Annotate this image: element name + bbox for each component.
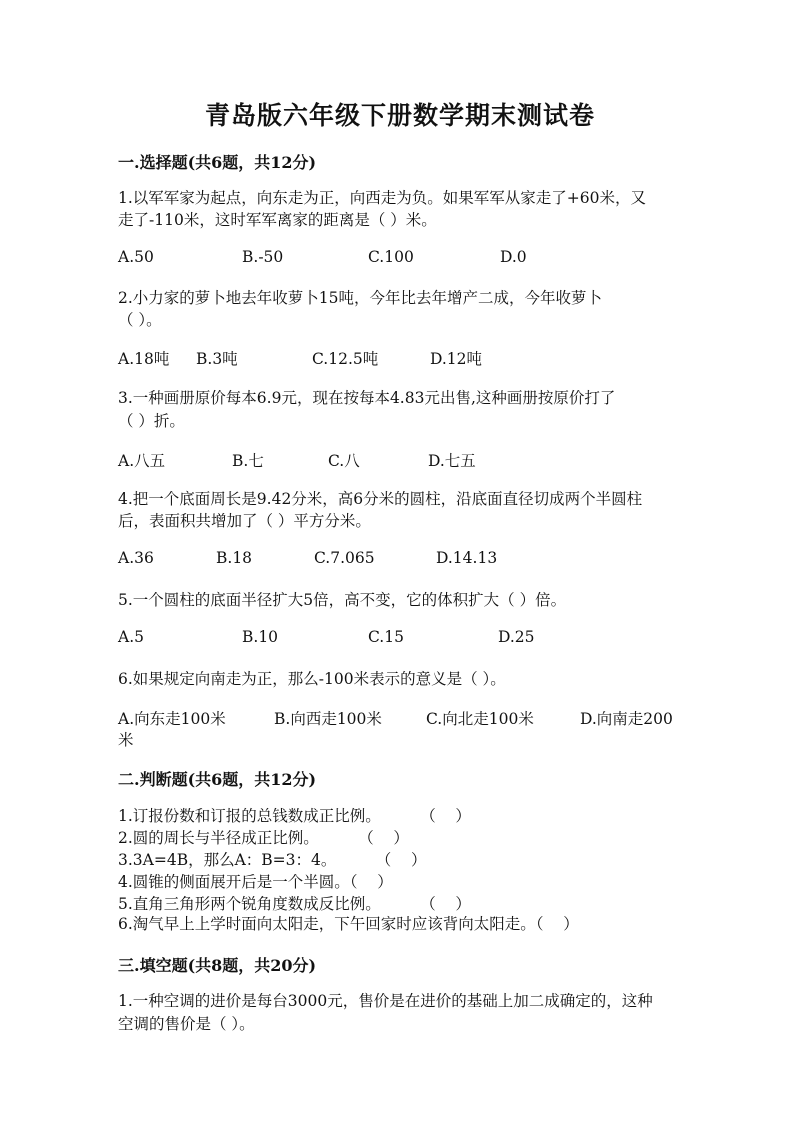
option-a: A.18吨 <box>118 350 170 368</box>
section-heading-judge: 二.判断题(共6题，共12分) <box>118 770 317 789</box>
option-b: B.3吨 <box>196 350 238 368</box>
judge-item: 3.3A=4B，那么A：B=3：4。 （ ） <box>118 851 427 869</box>
option-b: B.18 <box>216 549 253 567</box>
option-d: D.25 <box>498 628 535 646</box>
judge-item: 4.圆锥的侧面展开后是一个半圆。（ ） <box>118 873 393 891</box>
option-b: B.-50 <box>242 248 284 266</box>
question-text-line: 6.如果规定向南走为正，那么-100米表示的意义是（ ）。 <box>118 670 506 688</box>
judge-item: 6.淘气早上上学时面向太阳走，下午回家时应该背向太阳走。（ ） <box>118 915 579 933</box>
option-wrap-text: 米 <box>118 731 134 749</box>
option-c: C.7.065 <box>314 549 375 567</box>
option-d: D.0 <box>500 248 527 266</box>
option-c: C.15 <box>368 628 404 646</box>
section-heading-fill: 三.填空题(共8题，共20分) <box>118 956 317 975</box>
judge-item: 2.圆的周长与半径成正比例。 （ ） <box>118 829 409 847</box>
options-row <box>118 449 718 473</box>
question-text-line: 2.小力家的萝卜地去年收萝卜15吨，今年比去年增产二成，今年收萝卜 <box>118 289 603 307</box>
option-c: C.100 <box>368 248 414 266</box>
page-title: 青岛版六年级下册数学期末测试卷 <box>204 101 595 130</box>
judge-item: 1.订报份数和订报的总钱数成正比例。 （ ） <box>118 807 471 825</box>
option-d: D.14.13 <box>436 549 498 567</box>
option-a: A.八五 <box>118 452 166 470</box>
option-b: B.七 <box>232 452 264 470</box>
question-text-line: 1.以军军家为起点，向东走为正，向西走为负。如果军军从家走了+60米，又 <box>118 189 647 207</box>
option-c: C.向北走100米 <box>426 710 534 728</box>
options-row <box>118 347 718 371</box>
option-d: D.12吨 <box>430 350 483 368</box>
option-d: D.向南走200 <box>580 710 673 728</box>
question-text-line: 后，表面积共增加了（ ）平方分米。 <box>118 512 371 530</box>
options-row <box>118 248 718 272</box>
judge-item: 5.直角三角形两个锐角度数成反比例。 （ ） <box>118 895 471 913</box>
question-text-line: 1.一种空调的进价是每台3000元，售价是在进价的基础上加二成确定的，这种 <box>118 992 653 1010</box>
options-row <box>118 549 718 573</box>
option-a: A.50 <box>118 248 154 266</box>
option-c: C.八 <box>328 452 360 470</box>
question-text-line: （ ）折。 <box>118 412 185 430</box>
option-b: B.10 <box>242 628 279 646</box>
options-row <box>118 628 718 652</box>
question-text-line: 空调的售价是（ ）。 <box>118 1015 255 1033</box>
option-a: A.向东走100米 <box>118 710 226 728</box>
question-text-line: （ ）。 <box>118 311 162 329</box>
question-text-line: 走了-110米，这时军军离家的距离是（ ）米。 <box>118 211 437 229</box>
section-heading-choice: 一.选择题(共6题，共12分) <box>118 153 317 172</box>
option-a: A.36 <box>118 549 154 567</box>
option-d: D.七五 <box>428 452 476 470</box>
option-c: C.12.5吨 <box>312 350 379 368</box>
option-a: A.5 <box>118 628 144 646</box>
option-b: B.向西走100米 <box>274 710 382 728</box>
question-text-line: 5.一个圆柱的底面半径扩大5倍，高不变，它的体积扩大（ ）倍。 <box>118 591 567 609</box>
question-text-line: 4.把一个底面周长是9.42分米，高6分米的圆柱，沿底面直径切成两个半圆柱 <box>118 490 643 508</box>
question-text-line: 3.一种画册原价每本6.9元，现在按每本4.83元出售,这种画册按原价打了 <box>118 389 616 407</box>
